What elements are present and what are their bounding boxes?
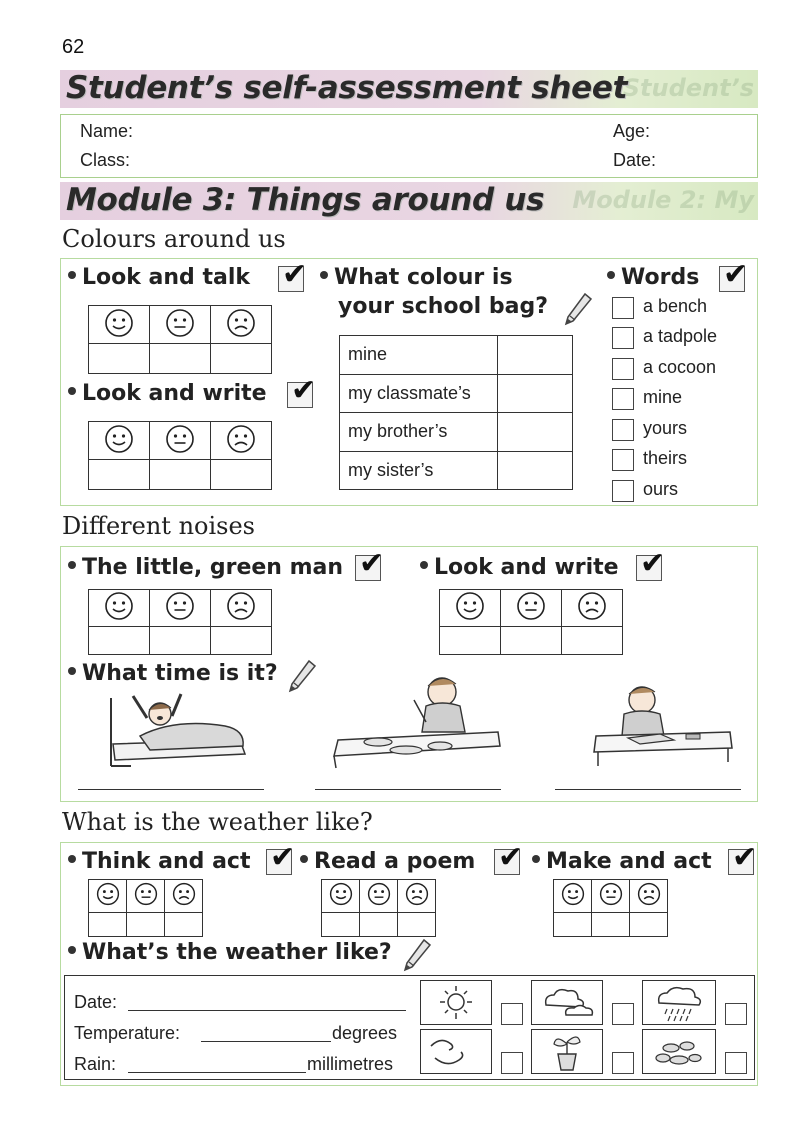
eating-illustration: [330, 670, 505, 770]
word-label: a tadpole: [643, 326, 718, 346]
little-green-man-heading: The little, green man: [68, 555, 343, 580]
weather-checkbox[interactable]: [612, 1052, 634, 1074]
whats-weather-heading: What’s the weather like?: [68, 940, 392, 965]
word-checkbox[interactable]: [612, 480, 634, 502]
face-rating-grid: [321, 879, 436, 937]
cloud-icon: [532, 981, 602, 1024]
face-rating-grid: [439, 589, 623, 655]
neutral-face-icon: [165, 591, 195, 621]
weather-checkbox[interactable]: [725, 1052, 747, 1074]
title-banner: [60, 70, 758, 108]
temperature-line[interactable]: [201, 1041, 331, 1042]
weather-checkbox[interactable]: [501, 1003, 523, 1025]
tick-box-icon[interactable]: [636, 555, 662, 581]
section-weather-heading: What is the weather like?: [62, 808, 373, 836]
sun-icon: [421, 981, 491, 1024]
neutral-face-icon: [599, 882, 623, 906]
sad-face-icon: [226, 424, 256, 454]
neutral-face-icon: [165, 424, 195, 454]
pencil-icon: [563, 291, 593, 327]
tick-box-icon[interactable]: [266, 849, 292, 875]
word-checkbox[interactable]: [612, 327, 634, 349]
face-rating-grid: [88, 879, 203, 937]
neutral-face-icon: [165, 308, 195, 338]
rain-icon: [643, 981, 715, 1024]
what-colour-heading-line2: your school bag?: [338, 294, 548, 319]
age-label: Age:: [613, 121, 651, 141]
face-rating-grid: [88, 305, 272, 374]
date-label: Date:: [613, 150, 657, 170]
weather-date-line[interactable]: [128, 1010, 406, 1011]
neutral-face-icon: [367, 882, 391, 906]
class-label: Class:: [80, 150, 131, 170]
waking-up-illustration: [105, 688, 250, 770]
school-bag-table: [339, 335, 573, 490]
weather-checkbox[interactable]: [501, 1052, 523, 1074]
what-colour-heading: What colour is: [320, 265, 513, 290]
word-label: yours: [643, 418, 688, 438]
weather-icon-box: [420, 980, 492, 1025]
bag-answer-cell[interactable]: [498, 374, 573, 413]
happy-face-icon: [96, 882, 120, 906]
tick-box-icon[interactable]: [728, 849, 754, 875]
bag-row-label: my brother’s: [340, 413, 498, 452]
happy-face-icon: [455, 591, 485, 621]
sad-face-icon: [637, 882, 661, 906]
sad-face-icon: [405, 882, 429, 906]
weather-checkbox[interactable]: [612, 1003, 634, 1025]
page-number: 62: [62, 36, 85, 58]
neutral-face-icon: [134, 882, 158, 906]
page-title: Student’s self-assessment sheet: [66, 70, 628, 106]
word-checkbox[interactable]: [612, 388, 634, 410]
neutral-face-icon: [516, 591, 546, 621]
plant-icon: [532, 1030, 602, 1073]
look-and-write-heading-2: Look and write: [420, 555, 619, 580]
bag-row-label: mine: [340, 336, 498, 375]
word-checkbox[interactable]: [612, 419, 634, 441]
what-time-heading: What time is it?: [68, 661, 278, 686]
look-and-write-heading: Look and write: [68, 381, 267, 406]
weather-icon-box: [642, 980, 716, 1025]
pencil-icon: [402, 937, 432, 973]
think-and-act-heading: Think and act: [68, 849, 250, 874]
sad-face-icon: [226, 591, 256, 621]
happy-face-icon: [561, 882, 585, 906]
sad-face-icon: [172, 882, 196, 906]
hail-icon: [643, 1030, 715, 1073]
rain-line[interactable]: [128, 1072, 306, 1073]
weather-icon-box: [531, 1029, 603, 1074]
read-a-poem-heading: Read a poem: [300, 849, 475, 874]
happy-face-icon: [329, 882, 353, 906]
bag-answer-cell[interactable]: [498, 451, 573, 490]
tick-box-icon[interactable]: [494, 849, 520, 875]
weather-icon-box: [642, 1029, 716, 1074]
word-checkbox[interactable]: [612, 358, 634, 380]
make-and-act-heading: Make and act: [532, 849, 712, 874]
millimetres-label: millimetres: [307, 1054, 394, 1074]
section-noises-heading: Different noises: [62, 512, 255, 540]
weather-icon-box: [531, 980, 603, 1025]
answer-line[interactable]: [555, 789, 741, 790]
answer-line[interactable]: [78, 789, 264, 790]
face-rating-grid: [88, 589, 272, 655]
happy-face-icon: [104, 424, 134, 454]
words-heading: Words: [607, 265, 699, 290]
weather-date-label: Date:: [74, 992, 118, 1012]
module-ghost-text: Module 2: My: [572, 186, 754, 214]
face-rating-grid: [88, 421, 272, 490]
happy-face-icon: [104, 308, 134, 338]
weather-checkbox[interactable]: [725, 1003, 747, 1025]
tick-box-icon[interactable]: [355, 555, 381, 581]
banner-ghost-text: Student’s: [622, 74, 754, 102]
face-rating-grid: [553, 879, 668, 937]
studying-illustration: [590, 678, 740, 768]
pencil-icon: [287, 658, 317, 694]
tick-box-icon[interactable]: [278, 266, 304, 292]
bag-answer-cell[interactable]: [498, 336, 573, 375]
wind-icon: [421, 1030, 491, 1073]
section-colours-heading: Colours around us: [62, 225, 286, 253]
word-checkbox[interactable]: [612, 297, 634, 319]
weather-icon-box: [420, 1029, 492, 1074]
module-title: Module 3: Things around us: [66, 182, 545, 218]
word-label: a cocoon: [643, 357, 717, 377]
word-checkbox[interactable]: [612, 449, 634, 471]
bag-row-label: my classmate’s: [340, 374, 498, 413]
sad-face-icon: [226, 308, 256, 338]
word-label: a bench: [643, 296, 708, 316]
module-banner: [60, 182, 758, 220]
temperature-label: Temperature:: [74, 1023, 181, 1043]
bag-answer-cell[interactable]: [498, 413, 573, 452]
degrees-label: degrees: [332, 1023, 398, 1043]
bag-row-label: my sister’s: [340, 451, 498, 490]
name-label: Name:: [80, 121, 134, 141]
sad-face-icon: [577, 591, 607, 621]
word-label: ours: [643, 479, 679, 499]
answer-line[interactable]: [315, 789, 501, 790]
word-label: theirs: [643, 448, 688, 468]
tick-box-icon[interactable]: [287, 382, 313, 408]
rain-label: Rain:: [74, 1054, 117, 1074]
look-and-talk-heading: Look and talk: [68, 265, 250, 290]
tick-box-icon[interactable]: [719, 266, 745, 292]
happy-face-icon: [104, 591, 134, 621]
word-label: mine: [643, 387, 683, 407]
